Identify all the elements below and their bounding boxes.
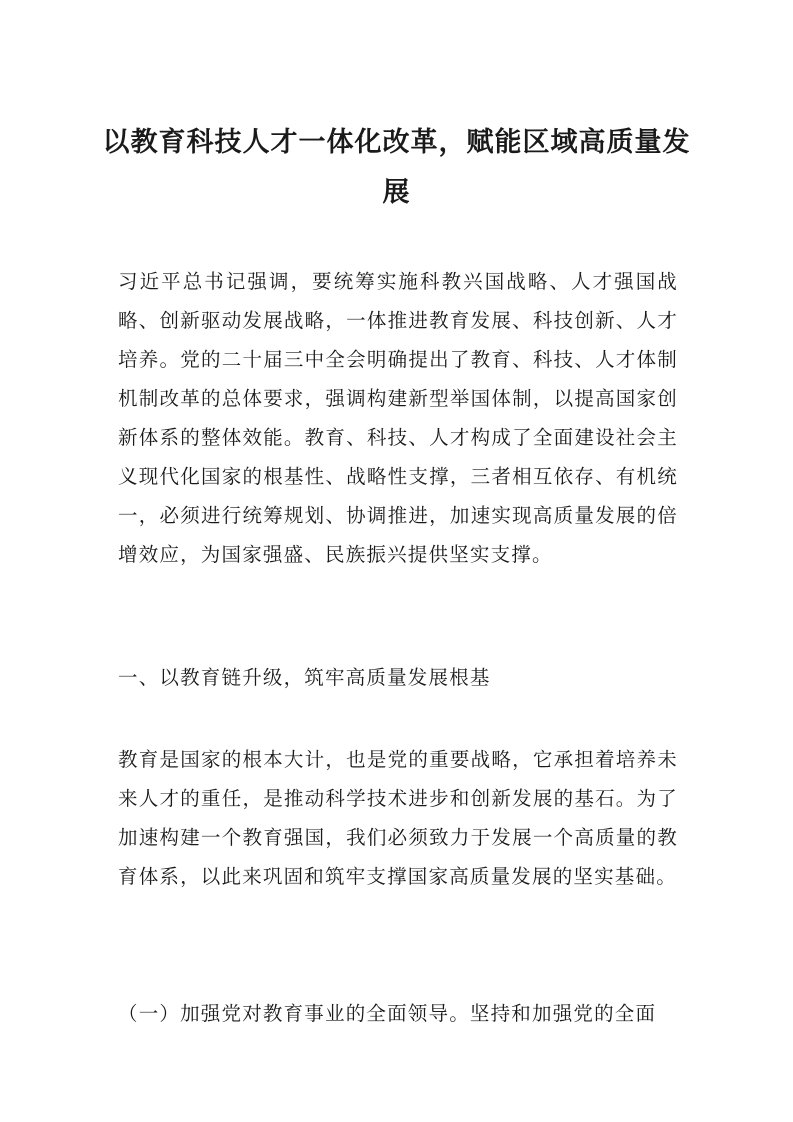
intro-paragraph: 习近平总书记强调，要统筹实施科教兴国战略、人才强国战略、创新驱动发展战略，一体推进教育发展、科技创新、人才培养。党的二十届三中全会明确提出了教育、科技、人才体制机制改革的总体要求，强调构建新型举国体制，以提高国家创新体系的整体效能。教育、科技、人才构成了全面建设社会主义现代化国家的根基性、战略性支撑，三者相互依存、有机统一，必须进行统筹规划、协调推进，加速实现高质量发展的倍增效应，为国家强盛、民族振兴提供坚实支撑。 — [118, 270, 678, 566]
body-paragraph: 教育是国家的根本大计，也是党的重要战略，它承担着培养未来人才的重任，是推动科学技术进步和创新发展的基石。为了加速构建一个教育强国，我们必须致力于发展一个高质量的教育体系，以此来巩固和筑牢支撑国家高质量发展的坚实基础。 — [118, 748, 678, 888]
section-heading: 一、以教育链升级，筑牢高质量发展根基 — [118, 666, 491, 689]
subsection-paragraph: （一）加强党对教育事业的全面领导。坚持和加强党的全面 — [118, 1002, 657, 1025]
document-title: 以教育科技人才一体化改革，赋能区域高质量发展 — [102, 127, 691, 208]
